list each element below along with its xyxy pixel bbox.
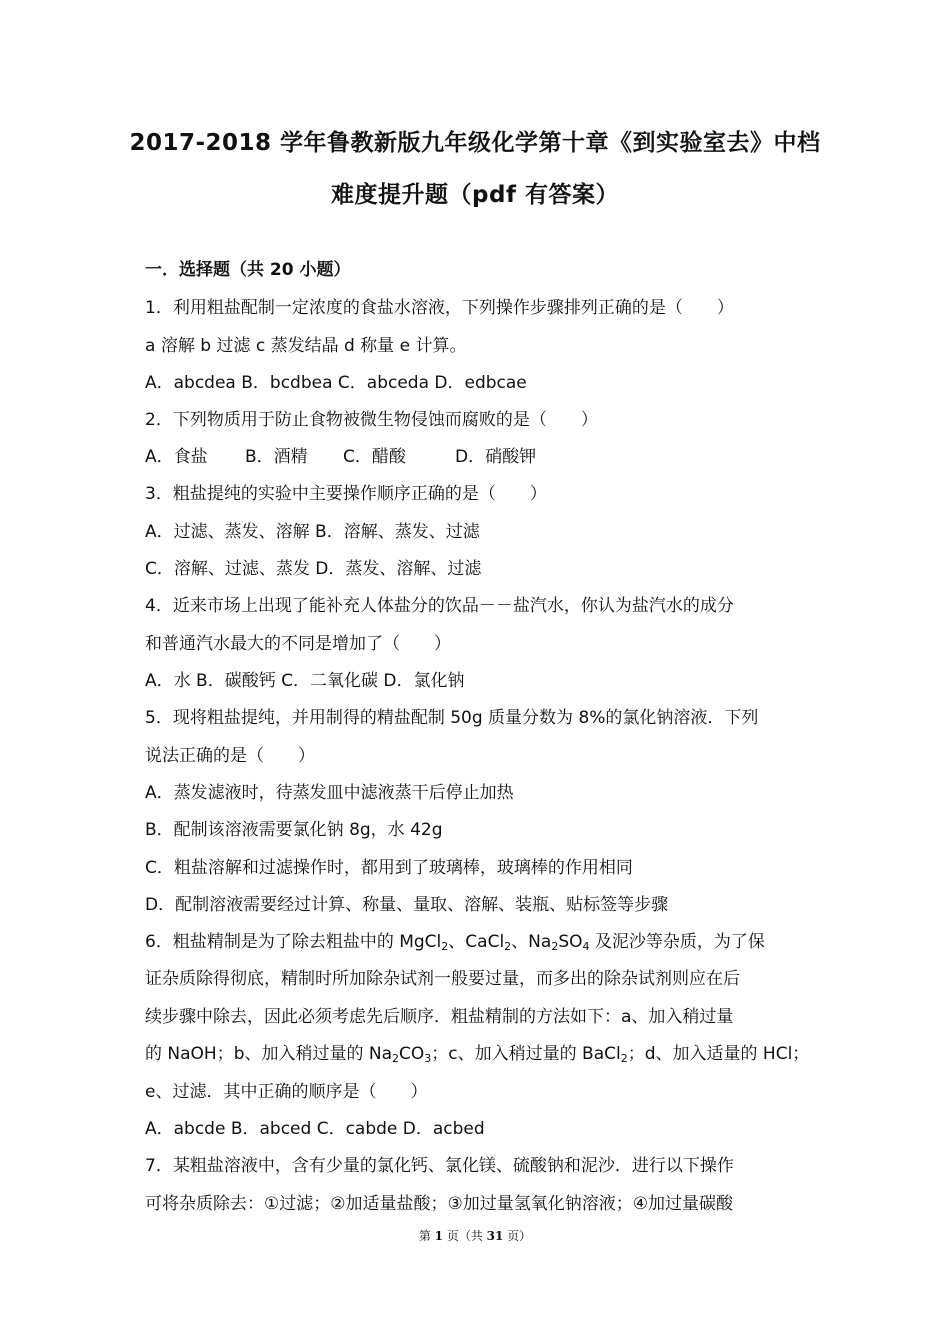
question-3-options-row-2: C．溶解、过滤、蒸发 D．蒸发、溶解、过滤 [145,559,482,579]
question-7-stem: 7．某粗盐溶液中，含有少量的氯化钙、氯化镁、硫酸钠和泥沙．进行以下操作 [145,1156,734,1176]
option-a: A．食盐 [145,447,208,467]
question-4-stem-cont: 和普通汽水最大的不同是增加了（ ） [145,634,451,654]
question-6-stem-line-2: 证杂质除得彻底，精制时所加除杂试剂一般要过量，而多出的除杂试剂则应在后 [145,969,740,989]
document-title-line-2: 难度提升题（pdf 有答案） [331,182,619,208]
question-5-option-c: C．粗盐溶解和过滤操作时，都用到了玻璃棒，玻璃棒的作用相同 [145,858,633,878]
question-6-stem-line-3: 续步骤中除去，因此必须考虑先后顺序．粗盐精制的方法如下：a、加入稍过量 [145,1007,734,1027]
question-5-stem: 5．现将粗盐提纯，并用制得的精盐配制 50g 质量分数为 8%的氯化钠溶液．下列 [145,708,759,728]
option-d: D．硝酸钾 [455,447,537,467]
section-heading: 一．选择题（共 20 小题） [145,260,351,280]
question-5-option-a: A．蒸发滤液时，待蒸发皿中滤液蒸干后停止加热 [145,783,514,803]
question-2-stem: 2．下列物质用于防止食物被微生物侵蚀而腐败的是（ ） [145,410,598,430]
option-c: C．醋酸 [343,447,406,467]
question-5-option-d: D．配制溶液需要经过计算、称量、量取、溶解、装瓶、贴标签等步骤 [145,895,669,915]
document-title-line-1: 2017-2018 学年鲁教新版九年级化学第十章《到实验室去》中档 [129,130,821,156]
question-2-options [145,446,815,468]
question-3-stem: 3．粗盐提纯的实验中主要操作顺序正确的是（ ） [145,484,547,504]
question-5-option-b: B．配制该溶液需要氯化钠 8g，水 42g [145,820,443,840]
question-6-stem-line-1: 6．粗盐精制是为了除去粗盐中的 MgCl$_2$、CaCl$_2$、$Na_2SO_4$ 及泥沙等杂质，为了保 [145,932,765,953]
question-6-options: A．abcde B．abced C．cabde D．acbed [145,1119,485,1139]
question-4-options: A．水 B．碳酸钙 C．二氧化碳 D．氯化钠 [145,671,465,691]
question-5-stem-cont: 说法正确的是（ ） [145,746,315,766]
question-6-stem-line-4: 的 NaOH；b、加入稍过量的 $Na_2CO_3$；c、加入稍过量的 BaCl$_2$；d、加入适量的 HCl； [145,1044,810,1065]
question-4-stem: 4．近来市场上出现了能补充人体盐分的饮品－－盐汽水，你认为盐汽水的成分 [145,596,734,616]
question-1-stem: 1．利用粗盐配制一定浓度的食盐水溶液，下列操作步骤排列正确的是（ ） [145,298,734,318]
question-6-stem-line-5: e、过滤．其中正确的顺序是（ ） [145,1082,428,1102]
question-1-stem-cont: a 溶解 b 过滤 c 蒸发结晶 d 称量 e 计算。 [145,336,467,356]
question-1-options: A．abcdea B．bcdbea C．abceda D．edbcae [145,373,527,393]
option-b: B．酒精 [245,447,308,467]
question-3-options-row-1: A．过滤、蒸发、溶解 B．溶解、蒸发、过滤 [145,522,480,542]
current-page-number: 1 [434,1229,443,1243]
page-footer: 第 1 页（共 31 页） [418,1229,532,1243]
question-7-stem-cont: 可将杂质除去：①过滤；②加适量盐酸；③加过量氢氧化钠溶液；④加过量碳酸 [145,1194,733,1214]
total-pages: 31 [486,1229,504,1243]
